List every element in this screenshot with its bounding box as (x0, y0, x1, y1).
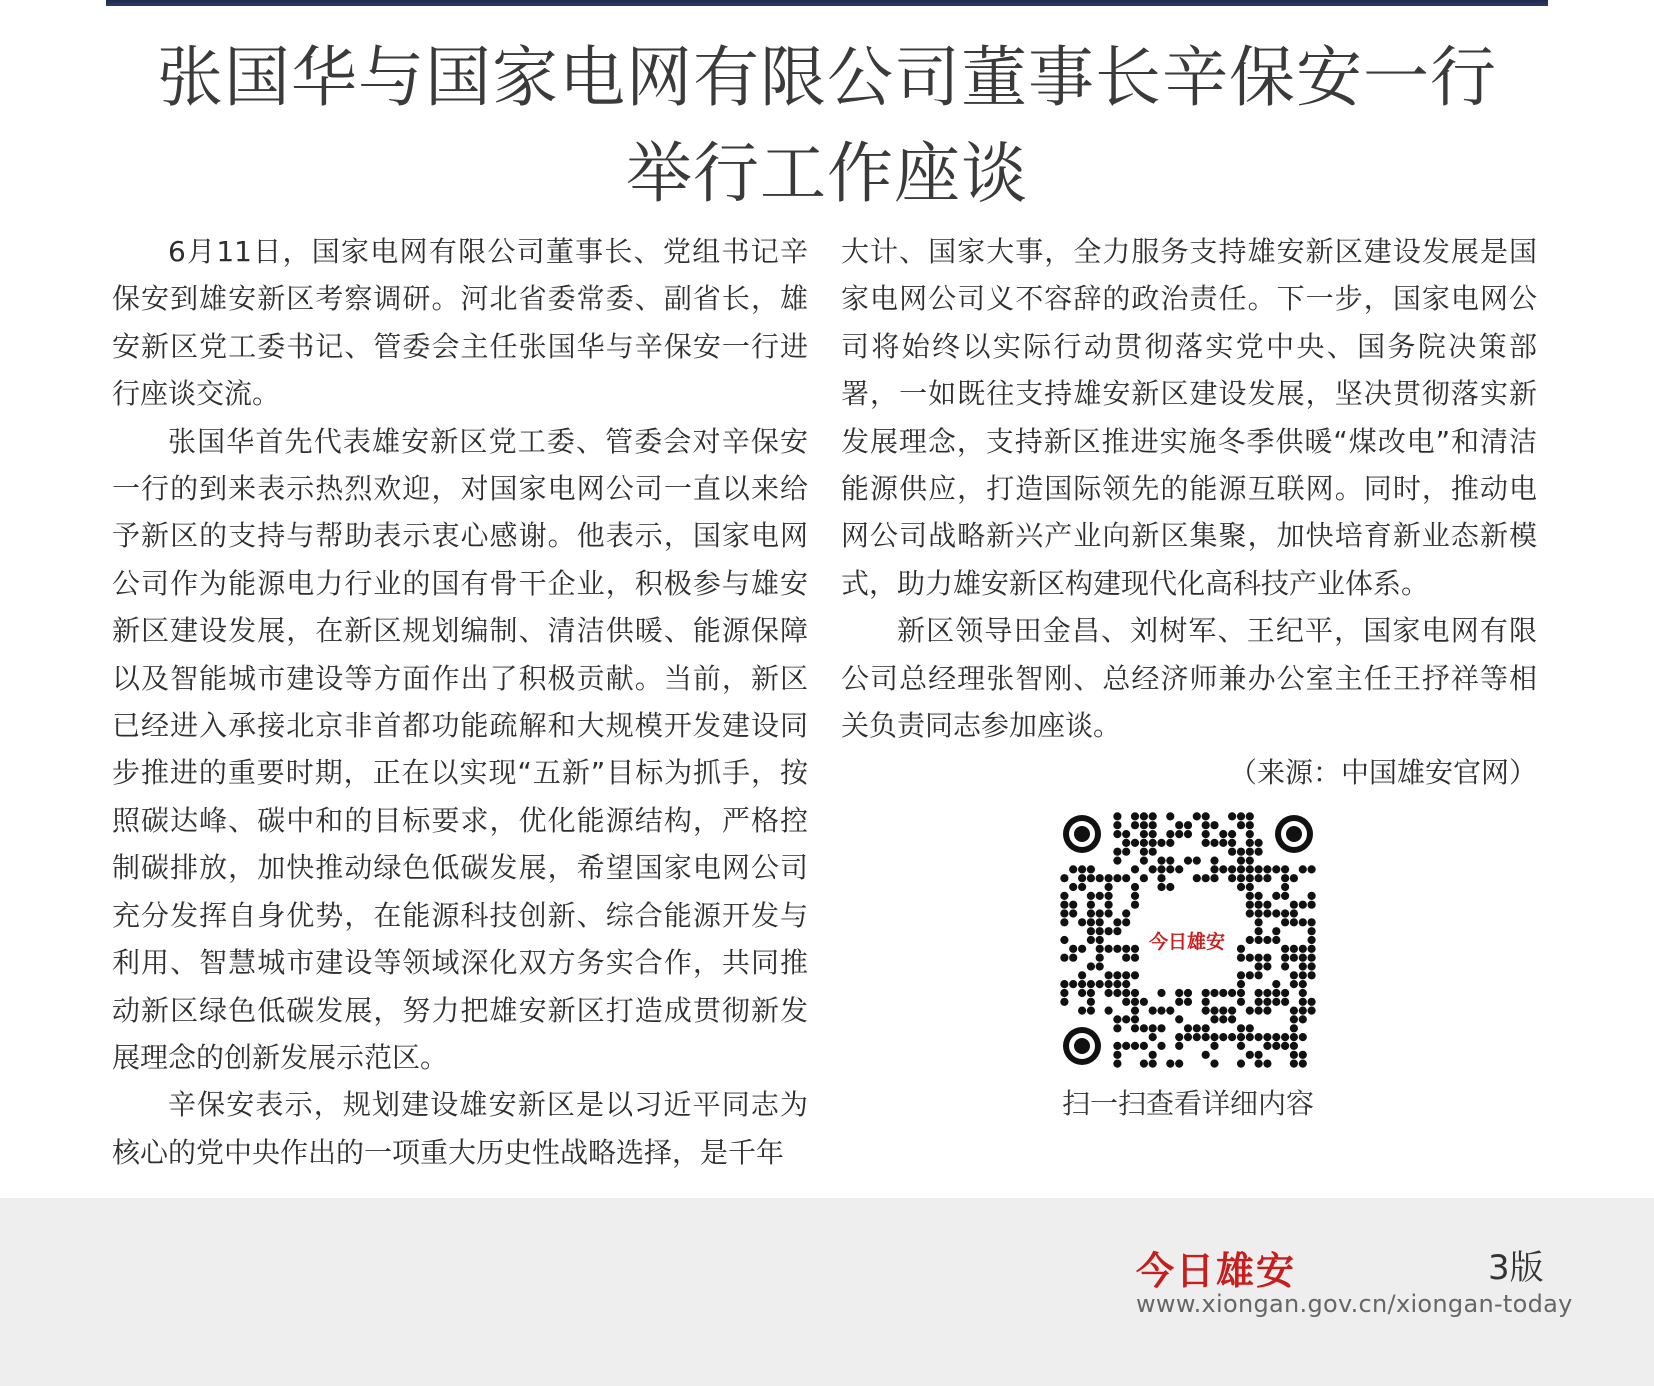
footer-logo: 今日雄安 (1136, 1248, 1297, 1293)
article-column-right (841, 228, 1537, 797)
top-rule (106, 0, 1548, 6)
qr-caption: 扫一扫查看详细内容 (1061, 1087, 1314, 1120)
page-footer (0, 1198, 1654, 1386)
qr-finder-top-right (1275, 815, 1313, 853)
headline-line-2: 举行工作座谈 (626, 135, 1028, 212)
article-paragraph: 6月11日，国家电网有限公司董事长、党组书记辛保安到雄安新区考察调研。河北省委常委、副省长，雄安新区党工委书记、管委会主任张国华与辛保安一行进行座谈交流。 (112, 235, 808, 411)
source-attribution: （来源：中国雄安官网） (1228, 756, 1537, 790)
article-paragraph: 辛保安表示，规划建设雄安新区是以习近平同志为核心的党中央作出的一项重大历史性战略选择，是千年 (112, 1088, 808, 1169)
headline-line-1: 张国华与国家电网有限公司董事长辛保安一行 (157, 39, 1497, 116)
attendees-text: 新区领导田金昌、刘树军、王纪平，国家电网有限公司总经理张智刚、总经济师兼办公室主任王抒祥等相关负责同志参加座谈。 (841, 614, 1537, 743)
article-paragraph-continued: 大计、国家大事，全力服务支持雄安新区建设发展是国家电网公司义不容辞的政治责任。下一步，国家电网公司将始终以实际行动贯彻落实党中央、国务院决策部署，一如既往支持雄安新区建设发展，坚决贯彻落实新发展理念，支持新区推进实施冬季供暖“煤改电”和清洁能源供应，打造国际领先的能源互联网。同时，推动电网公司战略新兴产业向新区集聚，加快培育新业态新模式，助力雄安新区构建现代化高科技产业体系。 (841, 235, 1537, 600)
footer-url[interactable]: www.xiongan.gov.cn/xiongan-today (1136, 1290, 1573, 1318)
article-paragraph: 张国华首先代表雄安新区党工委、管委会对辛保安一行的到来表示热烈欢迎，对国家电网公司一直以来给予新区的支持与帮助表示衷心感谢。他表示，国家电网公司作为能源电力行业的国有骨干企业，积极参与雄安新区建设发展，在新区规划编制、清洁供暖、能源保障以及智能城市建设等方面作出了积极贡献。当前，新区已经进入承接北京非首都功能疏解和大规模开发建设同步推进的重要时期，正在以实现“五新”目标为抓手，按照碳达峰、碳中和的目标要求，优化能源结构，严格控制碳排放，加快推动绿色低碳发展，希望国家电网公司充分发挥自身优势，在能源科技创新、综合能源开发与利用、智慧城市建设等领域深化双方务实合作，共同推动新区绿色低碳发展，努力把雄安新区打造成贯彻新发展理念的创新发展示范区。 (112, 424, 808, 1074)
qr-code[interactable] (1060, 812, 1316, 1068)
qr-finder-bottom-left (1063, 1027, 1101, 1065)
qr-code-graphic (1060, 812, 1316, 1068)
article-headline (106, 30, 1548, 222)
article-column-left (112, 228, 808, 1176)
qr-center-label: 今日雄安 (1148, 931, 1226, 953)
qr-finder-top-left (1063, 815, 1101, 853)
source-line (841, 749, 1537, 796)
page-number: 3版 (1488, 1248, 1544, 1288)
article-paragraph (841, 607, 1537, 749)
